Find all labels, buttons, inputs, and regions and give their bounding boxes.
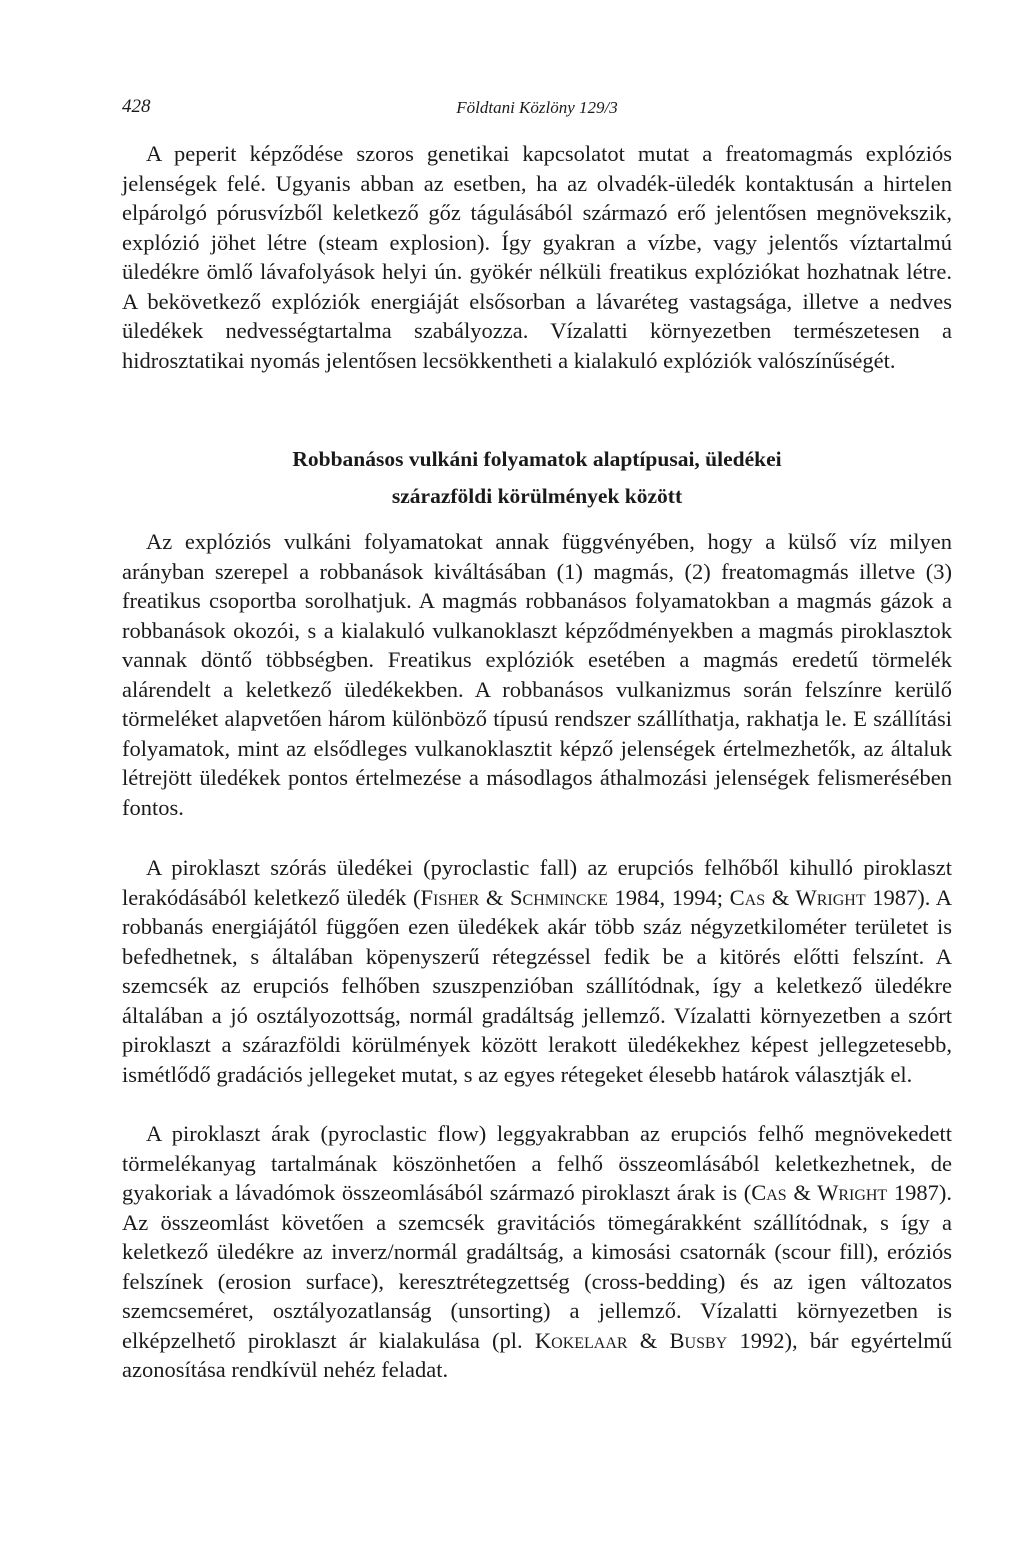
journal-title: Földtani Közlöny 129/3 bbox=[456, 98, 618, 117]
paragraph-2-text-b: 1984, 1994; bbox=[607, 884, 730, 910]
citation-kokelaar-busby: Kokelaar & Busby bbox=[534, 1327, 728, 1353]
section-heading-line1: Robbanásos vulkáni folyamatok alaptípusai, üledékei bbox=[292, 447, 782, 471]
paragraph-2-text-a: A piroklaszt szórás üledékei (pyroclastic fall) az erupciós felhőből kihulló piroklaszt lerakódásából keletkező üledék ( bbox=[122, 855, 952, 910]
intro-paragraph: A peperit képződése szoros genetikai kapcsolatot mutat a freatomagmás explóziós jelenségek felé. Ugyanis abban az esetben, ha az olvadék-üledék kontaktusán a hirtelen elpárolgó pórusvízből keletkező gőz tágulásából származó erő jelentősen megnövekszik, explózió jöhet létre (steam explosion). Így gyakran a vízbe, vagy jelentős víztartalmú üledékre ömlő lávafolyások helyi ún. gyökér nélküli freatikus explóziókat hozhatnak létre. A bekövetkező explóziók energiáját elsősorban a lávaréteg vastagsága, illetve a nedves üledékek nedvességtartalma szabályozza. Vízalatti környezetben természetesen a hidrosztatikai nyomás jelentősen lecsökkentheti a kialakuló explóziók valószínűségét. bbox=[122, 141, 952, 373]
citation-cas-wright-2: Cas & Wright bbox=[751, 1180, 888, 1205]
citation-cas-wright: Cas & Wright bbox=[729, 884, 866, 910]
citation-fisher-schmincke: Fisher & Schmincke bbox=[420, 884, 608, 910]
section-paragraph-2 bbox=[122, 853, 952, 1089]
section-paragraph-3 bbox=[122, 1119, 952, 1385]
section-heading-line2: szárazföldi körülmények között bbox=[391, 484, 683, 508]
section-heading bbox=[122, 441, 952, 515]
paragraph-3-text-b: 1987). Az összeomlást követően a szemcsék gravitációs tömegárakként szállítódnak, s így a keletkező üledékre az inverz/normál gradáltság, a kimosási csatornák (scour fill), eróziós felszínek (erosion surface), keresztrétegzettség (cross-bedding) és az igen változatos szemcseméret, osztályozatlanság (unsorting) a jellemző. Vízalatti környezetben is elképzelhető piroklaszt ár kialakulása (pl. bbox=[122, 1180, 952, 1353]
paragraph-3-text-a: A piroklaszt árak (pyroclastic flow) leggyakrabban az erupciós felhő megnövekedett törmelékanyag tartalmának köszönhetően a felhő összeomlásából keletkezhetnek, de gyakoriak a lávadómok összeomlásából származó piroklaszt árak is ( bbox=[122, 1121, 952, 1205]
section-paragraph-1: Az explóziós vulkáni folyamatokat annak függvényében, hogy a külső víz milyen arányban szerepel a robbanások kiváltásában (1) magmás, (2) freatomagmás illetve (3) freatikus csoportba sorolhatjuk. A magmás robbanásos folyamatokban a magmás gázok a robbanások okozói, s a kialakuló vulkanoklaszt képződményekben a magmás piroklasztok vannak döntő többségben. Freatikus explóziók esetében a magmás eredetű törmelék alárendelt a keletkező üledékekben. A robbanásos vulkanizmus során felszínre kerülő törmeléket alapvetően három különböző típusú rendszer szállíthatja, rakhatja le. E szállítási folyamatok, mint az elsődleges vulkanoklasztit képző jelenségek értelmezhetők, az általuk létrejött üledékek pontos értelmezése a másodlagos áthalmozási jelenségek felismerésében fontos. bbox=[122, 529, 952, 820]
paragraph-3-text-c: 1992), bár egyértelmű azonosítása rendkívül nehéz feladat. bbox=[122, 1327, 952, 1382]
page-number: 428 bbox=[122, 96, 151, 117]
paragraph-2-text-c: 1987). A robbanás energiájától függően ezen üledékek akár több száz négyzetkilométer területet is befedhetnek, s általában köpenyszerű rétegzéssel fedik be a kitörés előtti felszínt. A szemcsék az erupciós felhőben szuszpenzióban szállítódnak, így a keletkező üledékre általában a jó osztályozottság, normál gradáltság jellemző. Vízalatti környezetben a szórt piroklaszt a szárazföldi körülmények között lerakott üledékekhez képest jellegzetesebb, ismétlődő gradációs jellegeket mutat, s az egyes rétegeket élesebb határok választják el. bbox=[122, 884, 952, 1087]
